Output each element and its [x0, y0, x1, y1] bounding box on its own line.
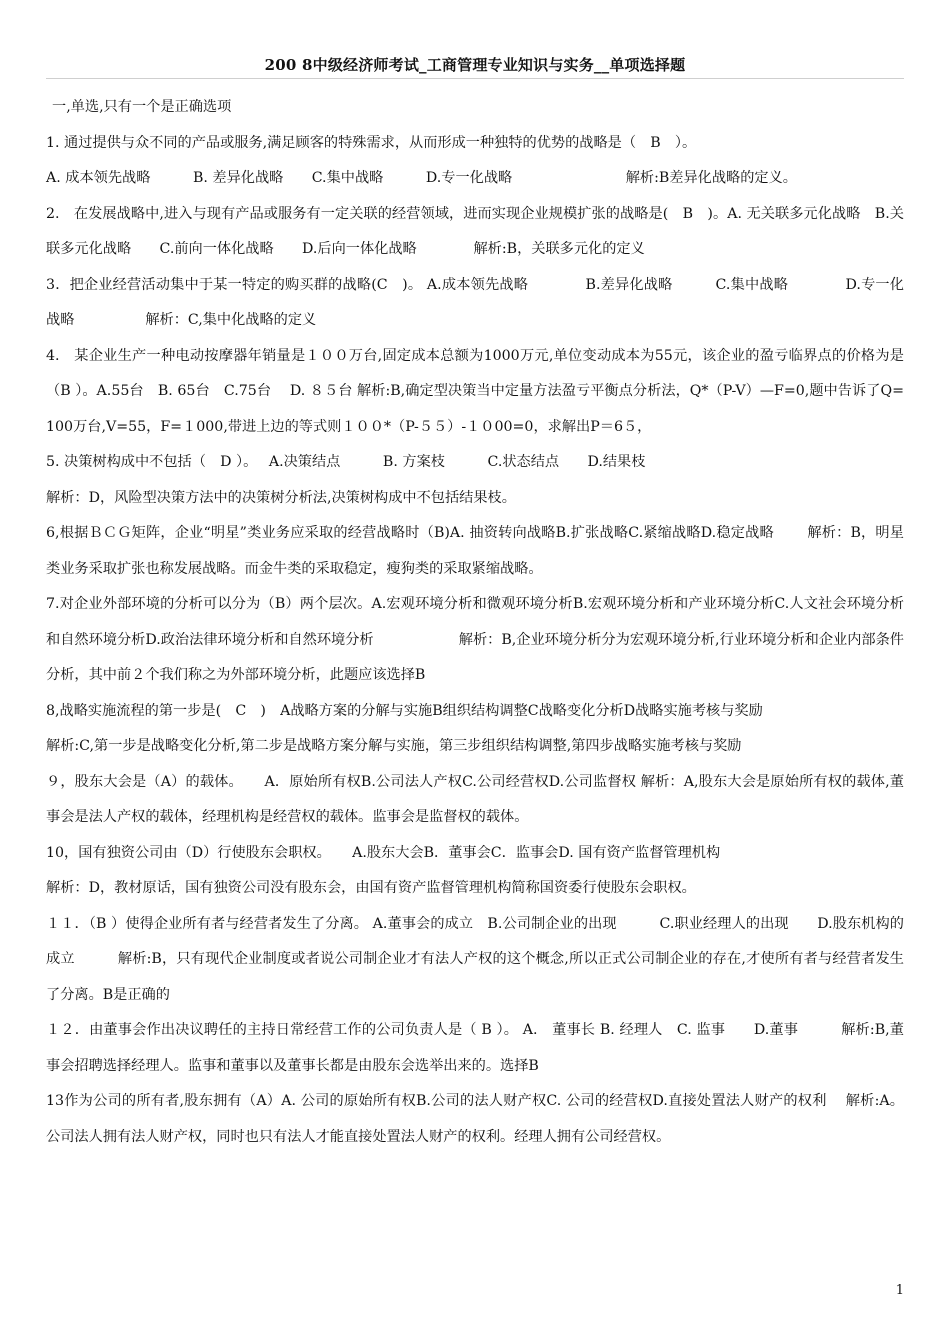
question-7: 7.对企业外部环境的分析可以分为（B）两个层次。A.宏观环境分析和微观环境分析B.宏观环境分析和产业环境分析C.人文社会环境分析和自然环境分析D.政治法律环境分析和自然环境分析 解析：B,企业环境分析分为宏观环境分析,行业环境分析和企业内部条件分析，其中前２个我们称之为外部环境分析，此题应该选择B	[46, 596, 904, 683]
question-13: 13作为公司的所有者,股东拥有（A）A. 公司的原始所有权B.公司的法人财产权C. 公司的经营权D.直接处置法人财产的权利 解析:A。公司法人拥有法人财产权，同时也只有法人才能直接处置法人财产的权利。经理人拥有公司经营权。	[46, 1093, 904, 1145]
question-5-analysis: 解析：D，风险型决策方法中的决策树分析法,决策树构成中不包括结果枝。	[46, 489, 516, 506]
question-5: 5. 决策树构成中不包括（ D ）。 A.决策结点 B. 方案枝 C.状态结点 D.结果枝	[46, 454, 646, 470]
section-intro: 一,单选,只有一个是正确选项	[52, 99, 232, 115]
question-9: ９，股东大会是（A）的载体。 A．原始所有权B.公司法人产权C.公司经营权D.公司监督权 解析：A,股东大会是原始所有权的载体,董事会是法人产权的载体，经理机构是经营权的载体。监事会是监督权的载体。	[46, 773, 904, 825]
question-8: 8,战略实施流程的第一步是( C ) A战略方案的分解与实施B组织结构调整C战略变化分析D战略实施考核与奖励	[46, 702, 763, 719]
question-8-analysis: 解析:C,第一步是战略变化分析,第二步是战略方案分解与实施，第三步组织结构调整,第四步战略实施考核与奖励	[46, 738, 742, 754]
title-divider	[46, 78, 904, 79]
question-10: 10，国有独资公司由（D）行使股东会职权。 A.股东大会B．董事会C．监事会D. 国有资产监督管理机构	[46, 844, 721, 861]
question-1: 1. 通过提供与众不同的产品或服务,满足顾客的特殊需求，从而形成一种独特的优势的战略是（ B ）。	[46, 134, 697, 151]
question-11: １１．（B ）使得企业所有者与经营者发生了分离。 A.董事会的成立 B.公司制企业的出现 C.职业经理人的出现 D.股东机构的成立 解析:B，只有现代企业制度或者说公司制企业才有法人产权的这个概念,所以正式公司制企业的存在,才使所有者与经营者发生了分离。B是正确的	[46, 915, 904, 1003]
question-3: 3．把企业经营活动集中于某一特定的购买群的战略(C )。 A.成本领先战略 B.差异化战略 C.集中战略 D.专一化战略 解析：C,集中化战略的定义	[46, 276, 904, 328]
document-body	[46, 90, 904, 1155]
question-12: １２．由董事会作出决议聘任的主持日常经营工作的公司负责人是（ B ）。 A. 董事长 B. 经理人 C. 监事 D.董事 解析:B,董事会招聘选择经理人。监事和董事以及董事长都是由股东会选举出来的。选择B	[46, 1022, 904, 1074]
page-number: 1	[895, 1283, 904, 1298]
question-1-options: A. 成本领先战略 B. 差异化战略 C.集中战略 D.专一化战略 解析:B差异化战略的定义。	[46, 170, 797, 186]
document-title: 200 8中级经济师考试_工商管理专业知识与实务__单项选择题	[264, 56, 686, 74]
question-2: 2. 在发展战略中,进入与现有产品或服务有一定关联的经营领域，进而实现企业规模扩张的战略是( B )。A. 无关联多元化战略 B.关联多元化战略 C.前向一体化战略 D.后向一体化战略 解析:B，关联多元化的定义	[46, 205, 904, 257]
question-6: 6,根据ＢＣＧ矩阵，企业“明星”类业务应采取的经营战略时（B)A. 抽资转向战略B.扩张战略C.紧缩战略D.稳定战略 解析：B，明星类业务采取扩张也称发展战略。而金牛类的采取稳定，瘦狗类的采取紧缩战略。	[46, 525, 904, 577]
question-4: 4. 某企业生产一种电动按摩器年销量是１００万台,固定成本总额为1000万元,单位变动成本为55元，该企业的盈亏临界点的价格为是（B ）。A.55台 B. 65台 C.75台 D. ８５台 解析:B,确定型决策当中定量方法盈亏平衡点分析法，Q*（P-V）—F=0,题中告诉了Q=100万台,V=55，F=１000,带进上边的等式则１００*（P-５５）-１０00=0，求解出P＝6５，	[46, 347, 904, 435]
question-10-analysis: 解析：D，教材原话，国有独资公司没有股东会，由国有资产监督管理机构简称国资委行使股东会职权。	[46, 880, 696, 896]
